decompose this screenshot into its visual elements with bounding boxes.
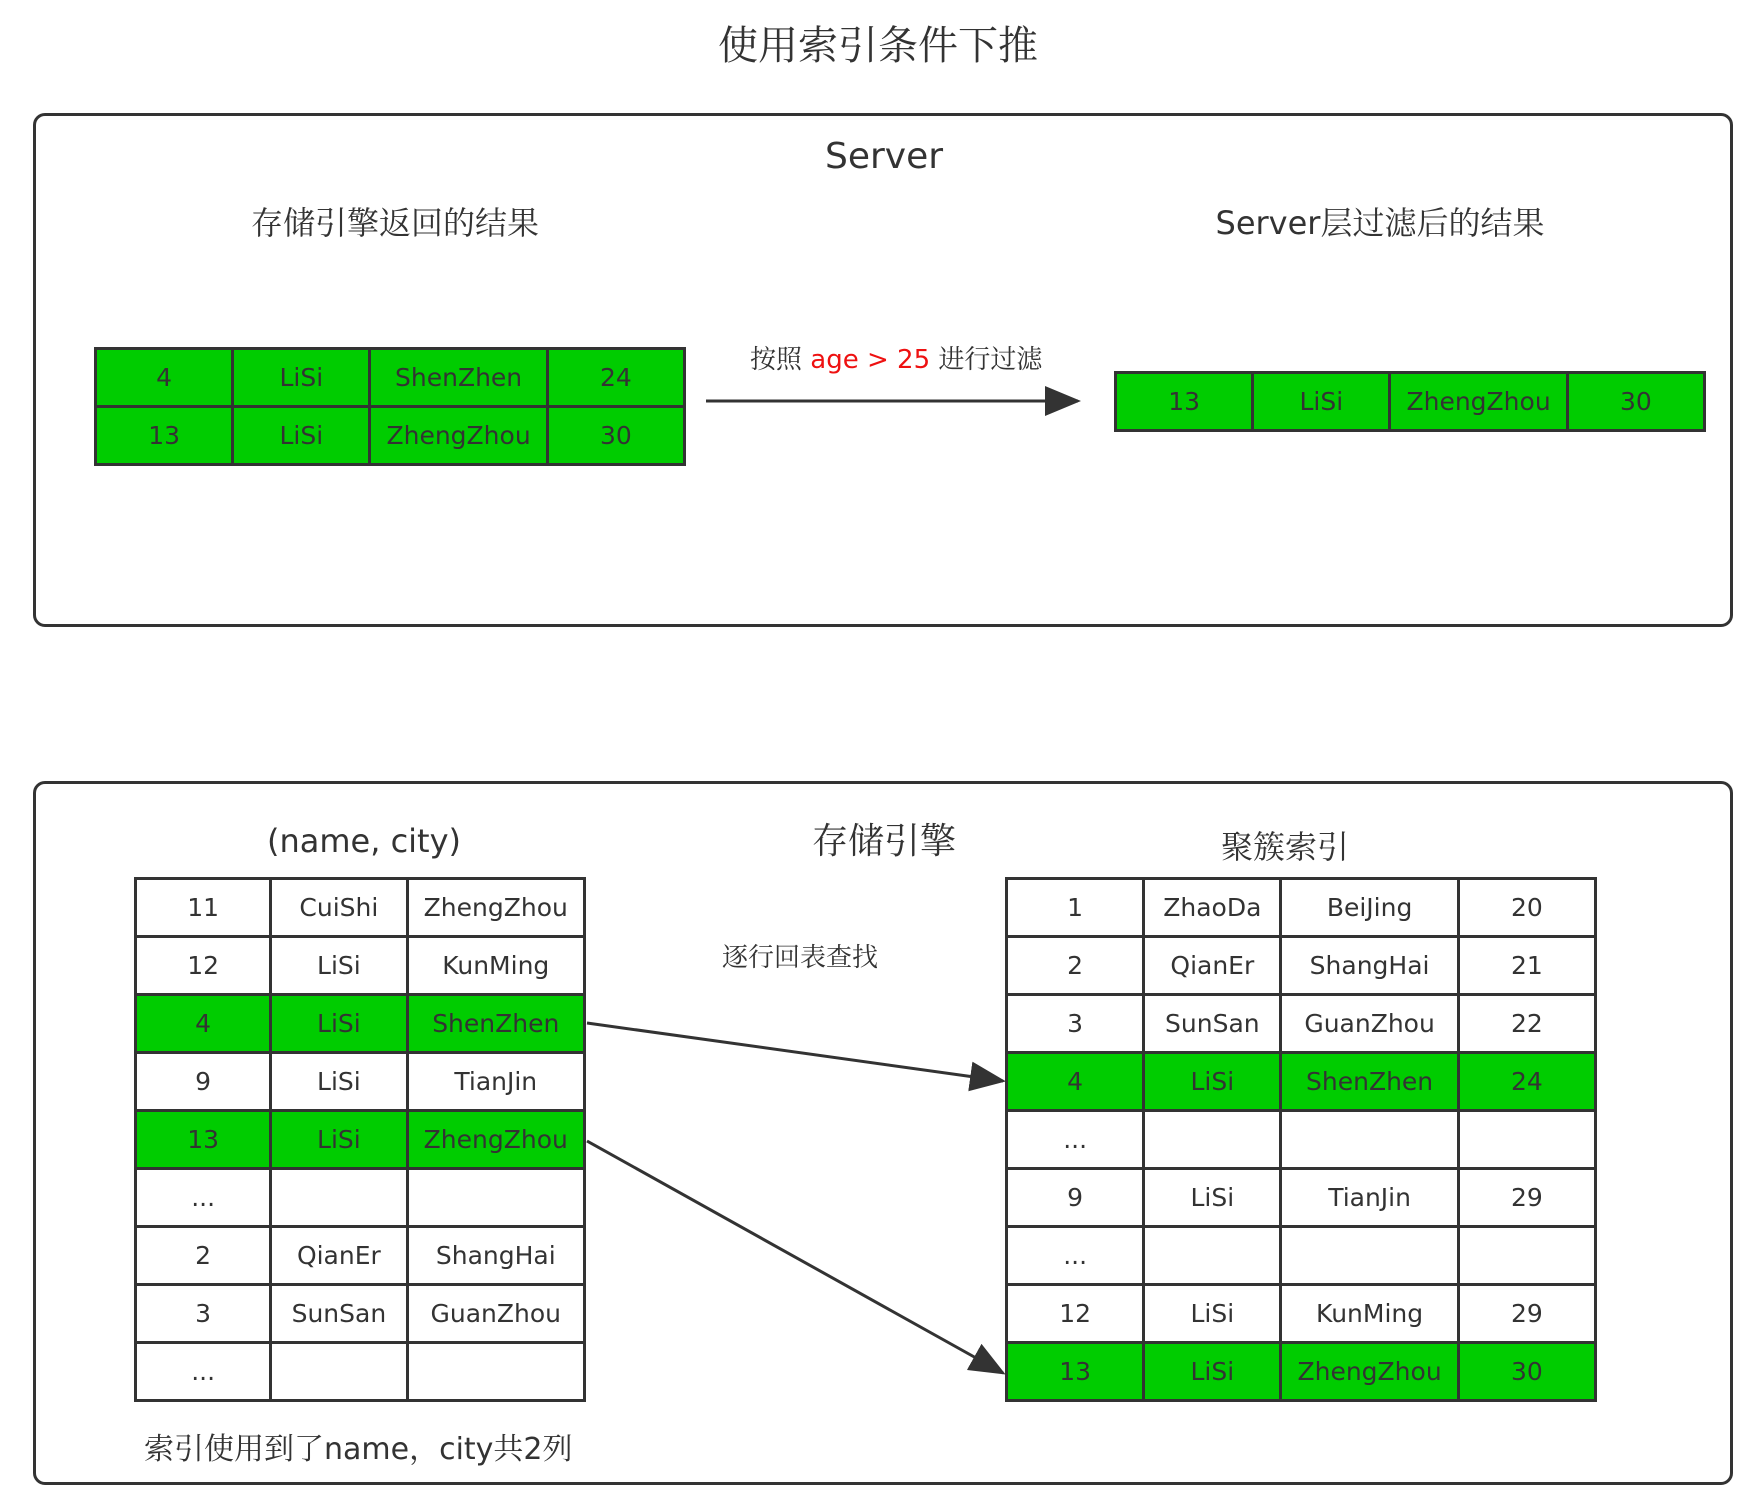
table-cell: ...	[136, 1343, 271, 1401]
table-cell: QianEr	[1144, 937, 1281, 995]
table-cell: LiSi	[1144, 1053, 1281, 1111]
table-cell: 4	[96, 349, 233, 407]
table-cell: 22	[1458, 995, 1595, 1053]
table-cell: ShangHai	[1281, 937, 1458, 995]
table-cell: LiSi	[233, 407, 370, 465]
table-cell: LiSi	[1144, 1285, 1281, 1343]
table-cell: ShenZhen	[1281, 1053, 1458, 1111]
table-cell: KunMing	[407, 937, 584, 995]
filter-condition: age > 25	[810, 345, 931, 375]
table-cell: LiSi	[271, 1111, 407, 1169]
filter-label-prefix: 按照	[750, 345, 803, 375]
table-cell: 13	[1007, 1343, 1144, 1401]
table-cell: LiSi	[271, 995, 407, 1053]
table-cell: 29	[1458, 1285, 1595, 1343]
table-cell: TianJin	[1281, 1169, 1458, 1227]
lookup-label: 逐行回表查找	[721, 943, 878, 973]
table-cell: LiSi	[271, 1053, 407, 1111]
table-cell: 4	[136, 995, 271, 1053]
table-cell: 13	[96, 407, 233, 465]
table-cell: 9	[1007, 1169, 1144, 1227]
table-cell: 11	[136, 879, 271, 937]
table-cell: LiSi	[1144, 1169, 1281, 1227]
table-cell: GuanZhou	[1281, 995, 1458, 1053]
table-cell: ShangHai	[407, 1227, 584, 1285]
table-cell: 4	[1007, 1053, 1144, 1111]
server-title: Server	[824, 136, 944, 177]
table-cell: ShenZhen	[407, 995, 584, 1053]
lookup-arrow-row-13	[587, 1141, 1003, 1373]
table-cell: 1	[1007, 879, 1144, 937]
table-cell: ...	[1007, 1227, 1144, 1285]
table-cell: KunMing	[1281, 1285, 1458, 1343]
engine-result-heading: 存储引擎返回的结果	[250, 204, 539, 242]
table-cell: 21	[1458, 937, 1595, 995]
filtered-result-heading: Server层过滤后的结果	[1215, 204, 1545, 242]
filter-label-suffix: 进行过滤	[938, 345, 1043, 375]
table-cell: 9	[136, 1053, 271, 1111]
table-cell: ...	[1007, 1111, 1144, 1169]
table-cell: ZhengZhou	[1390, 373, 1567, 431]
table-cell: LiSi	[271, 937, 407, 995]
table-cell: 30	[547, 407, 684, 465]
table-cell: 30	[1567, 373, 1704, 431]
cluster-heading: 聚簇索引	[1220, 828, 1349, 866]
table-cell: 12	[1007, 1285, 1144, 1343]
table-cell: LiSi	[1144, 1343, 1281, 1401]
table-cell: 2	[136, 1227, 271, 1285]
table-cell: 13	[1116, 373, 1253, 431]
table-cell: 13	[136, 1111, 271, 1169]
table-cell: 20	[1458, 879, 1595, 937]
table-cell: 24	[547, 349, 684, 407]
engine-title: 存储引擎	[811, 821, 956, 862]
table-cell: LiSi	[233, 349, 370, 407]
table-cell: 2	[1007, 937, 1144, 995]
table-cell: ShenZhen	[370, 349, 547, 407]
index-footnote: 索引使用到了name，city共2列	[144, 1432, 573, 1467]
table-cell: 29	[1458, 1169, 1595, 1227]
index-heading: (name, city)	[266, 822, 462, 860]
table-cell: QianEr	[271, 1227, 407, 1285]
table-cell: 3	[1007, 995, 1144, 1053]
table-cell: ...	[136, 1169, 271, 1227]
table-cell: GuanZhou	[407, 1285, 584, 1343]
table-cell: CuiShi	[271, 879, 407, 937]
table-cell: SunSan	[1144, 995, 1281, 1053]
table-cell: ZhengZhou	[370, 407, 547, 465]
table-cell: 3	[136, 1285, 271, 1343]
table-cell: ZhaoDa	[1144, 879, 1281, 937]
table-cell: 30	[1458, 1343, 1595, 1401]
table-cell: 24	[1458, 1053, 1595, 1111]
table-cell: 12	[136, 937, 271, 995]
table-cell: BeiJing	[1281, 879, 1458, 937]
table-cell: TianJin	[407, 1053, 584, 1111]
diagram-title: 使用索引条件下推	[718, 23, 1038, 69]
table-cell: LiSi	[1253, 373, 1390, 431]
lookup-arrow-row-4	[587, 1023, 1003, 1081]
table-cell: ZhengZhou	[407, 879, 584, 937]
table-cell: ZhengZhou	[407, 1111, 584, 1169]
table-cell: SunSan	[271, 1285, 407, 1343]
table-cell: ZhengZhou	[1281, 1343, 1458, 1401]
